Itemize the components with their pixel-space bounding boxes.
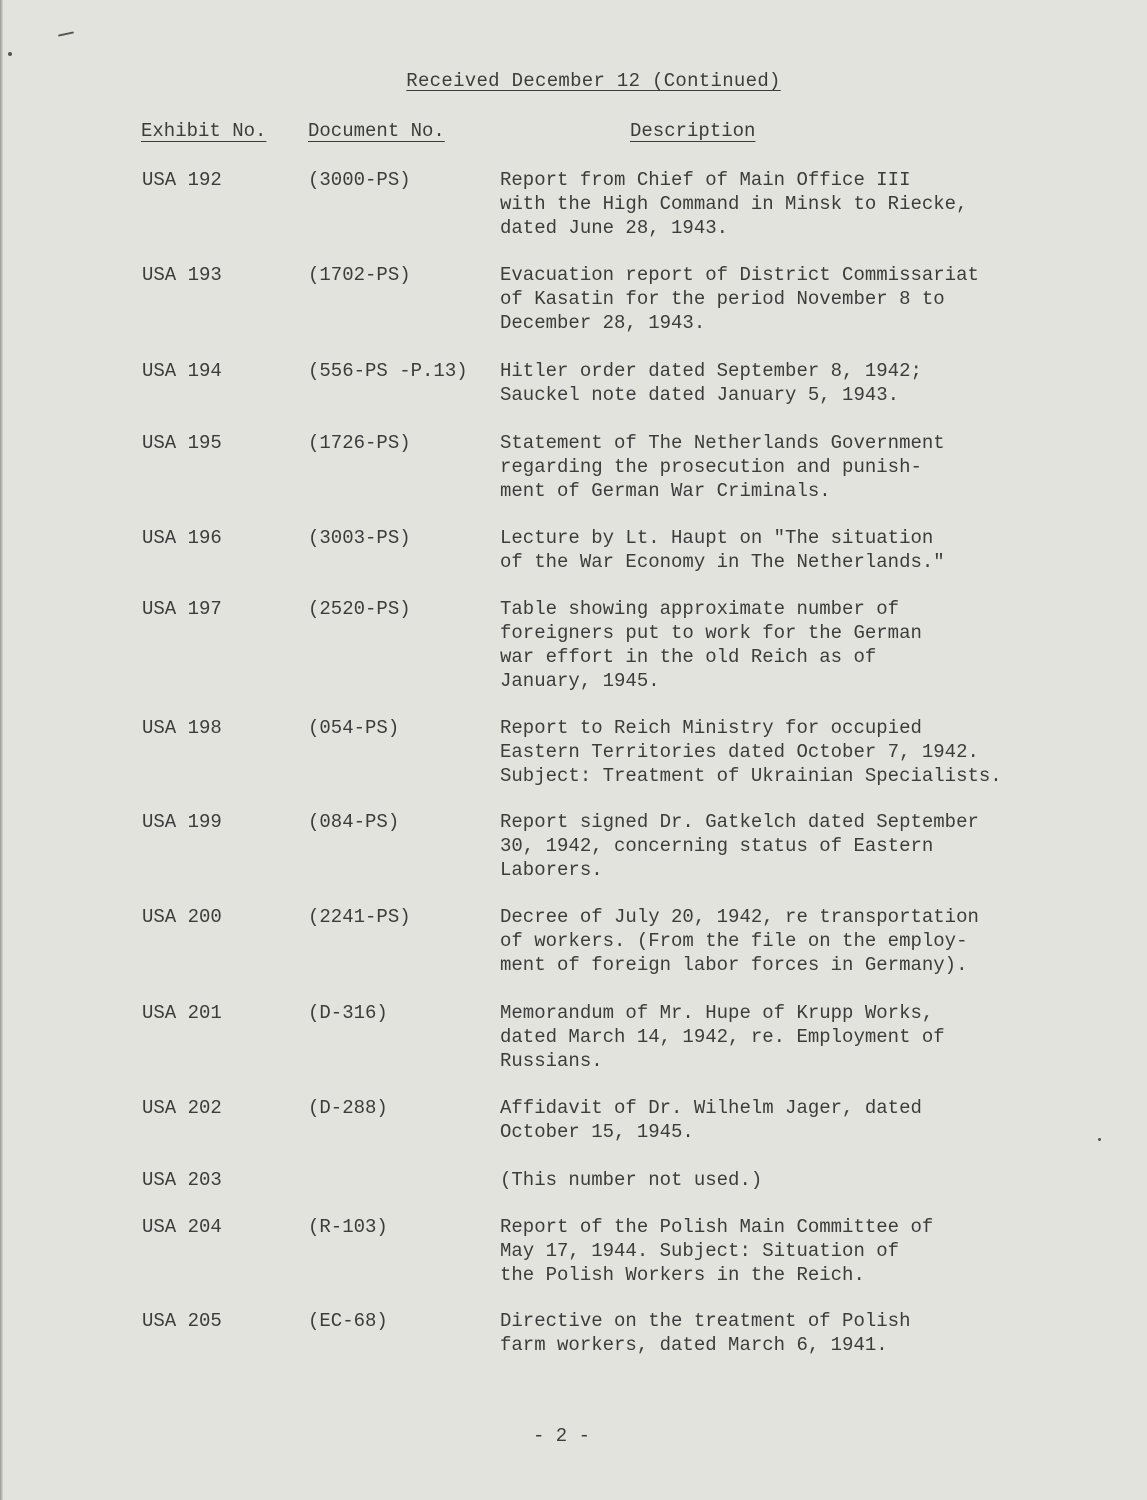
page-title — [20, 70, 1147, 92]
exhibit-number: USA 205 — [142, 1310, 222, 1332]
description-text: Decree of July 20, 1942, re transportation of workers. (From the file on the employ- ment of foreign labor forces in Germany). — [500, 906, 979, 976]
exhibit-number: USA 196 — [142, 527, 222, 549]
page-edge — [0, 0, 3, 1500]
description-text: Evacuation report of District Commissariat of Kasatin for the period November 8 to December 28, 1943. — [500, 264, 979, 334]
exhibit-number: USA 197 — [142, 598, 222, 620]
exhibit-number: USA 194 — [142, 360, 222, 382]
document-number: (D-288) — [308, 1097, 388, 1119]
ink-speck — [1098, 1138, 1101, 1141]
description-text: Directive on the treatment of Polish farm workers, dated March 6, 1941. — [500, 1310, 911, 1356]
description-text: Memorandum of Mr. Hupe of Krupp Works, dated March 14, 1942, re. Employment of Russians. — [500, 1002, 945, 1072]
description-text: Hitler order dated September 8, 1942; Sauckel note dated January 5, 1943. — [500, 360, 922, 406]
exhibit-number: USA 199 — [142, 811, 222, 833]
exhibit-number: USA 193 — [142, 264, 222, 286]
column-header-exhibit: Exhibit No. — [141, 120, 267, 142]
ink-speck — [8, 52, 12, 56]
document-number: (3000-PS) — [308, 169, 411, 191]
document-number: (2241-PS) — [308, 906, 411, 928]
column-header-description: Description — [630, 120, 756, 142]
description-text: (This number not used.) — [500, 1169, 763, 1191]
document-number: (054-PS) — [308, 717, 400, 739]
description-text: Report signed Dr. Gatkelch dated September 30, 1942, concerning status of Eastern Laborers. — [500, 811, 979, 881]
document-number: (2520-PS) — [308, 598, 411, 620]
exhibit-number: USA 203 — [142, 1169, 222, 1191]
description-text: Report from Chief of Main Office III with the High Command in Minsk to Riecke, dated June 28, 1943. — [500, 169, 968, 239]
description-text: Table showing approximate number of foreigners put to work for the German war effort in the old Reich as of January, 1945. — [500, 598, 922, 692]
description-text: Affidavit of Dr. Wilhelm Jager, dated October 15, 1945. — [500, 1097, 922, 1143]
exhibit-number: USA 195 — [142, 432, 222, 454]
document-number: (084-PS) — [308, 811, 400, 833]
document-number: (1726-PS) — [308, 432, 411, 454]
document-number: (R-103) — [308, 1216, 388, 1238]
description-text: Report to Reich Ministry for occupied Eastern Territories dated October 7, 1942. Subject: Treatment of Ukrainian Specialists. — [500, 717, 1002, 787]
exhibit-number: USA 202 — [142, 1097, 222, 1119]
column-header-document: Document No. — [308, 120, 445, 142]
exhibit-number: USA 198 — [142, 717, 222, 739]
description-text: Report of the Polish Main Committee of May 17, 1944. Subject: Situation of the Polish Workers in the Reich. — [500, 1216, 934, 1286]
exhibit-number: USA 201 — [142, 1002, 222, 1024]
document-number: (3003-PS) — [308, 527, 411, 549]
document-number: (D-316) — [308, 1002, 388, 1024]
description-text: Statement of The Netherlands Government regarding the prosecution and punish- ment of German War Criminals. — [500, 432, 945, 502]
exhibit-number: USA 192 — [142, 169, 222, 191]
ink-speck — [58, 31, 74, 36]
document-number: (556-PS -P.13) — [308, 360, 468, 382]
description-text: Lecture by Lt. Haupt on "The situation of the War Economy in The Netherlands." — [500, 527, 945, 573]
exhibit-number: USA 204 — [142, 1216, 222, 1238]
page-title-text: Received December 12 (Continued) — [406, 70, 781, 92]
page-number: - 2 - — [532, 1425, 590, 1447]
document-number: (EC-68) — [308, 1310, 388, 1332]
exhibit-number: USA 200 — [142, 906, 222, 928]
document-number: (1702-PS) — [308, 264, 411, 286]
